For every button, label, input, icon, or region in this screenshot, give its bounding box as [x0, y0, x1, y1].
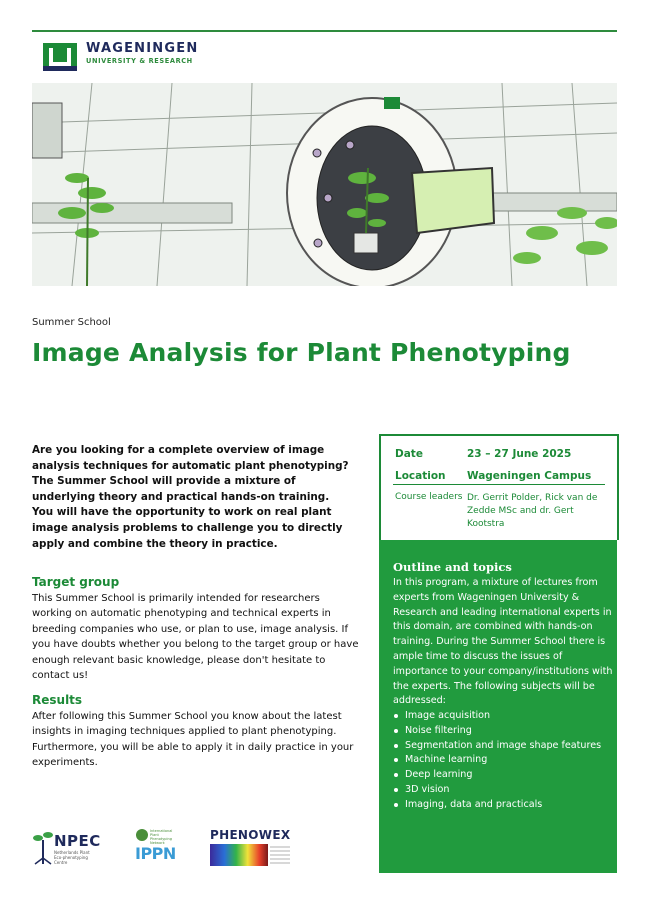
course-info-box — [379, 434, 619, 540]
ippn-logo[interactable] — [135, 828, 185, 868]
phenowex-lines-icon — [270, 844, 290, 866]
topic-item: 3D vision — [393, 783, 601, 798]
npec-name: NPEC — [54, 832, 101, 850]
topics-list — [393, 709, 601, 813]
topic-item: Imaging, data and practicals — [393, 798, 601, 813]
results-heading: Results — [32, 693, 83, 707]
page-title: Image Analysis for Plant Phenotyping — [32, 338, 571, 367]
date-value: 23 – 27 June 2025 — [467, 448, 572, 460]
topic-item: Machine learning — [393, 753, 601, 768]
topic-item: Noise filtering — [393, 724, 601, 739]
hero-illustration — [32, 83, 617, 286]
npec-subtitle: Netherlands Plant Eco-phenotyping Centre — [54, 850, 90, 865]
logo-name: WAGENINGEN — [86, 41, 199, 56]
outline-heading: Outline and topics — [393, 560, 512, 574]
phenowex-name: PHENOWEX — [210, 828, 291, 842]
ippn-globe-icon — [135, 828, 149, 842]
date-label: Date — [395, 448, 423, 460]
course-leaders-label: Course leaders — [395, 492, 463, 502]
location-value: Wageningen Campus — [467, 470, 592, 482]
top-rule — [32, 30, 617, 32]
outline-text: In this program, a mixture of lectures from experts from Wageningen University & Research and leading international experts in this domain, are combined with hands-on training. During the Summer School there is ample time to discuss the issues of importance to your company/institutions with the experts. The following subjects will be addressed: — [393, 577, 613, 707]
info-divider — [393, 484, 605, 485]
logo-subtitle: UNIVERSITY & RESEARCH — [86, 57, 193, 65]
kicker: Summer School — [32, 317, 111, 328]
topic-item: Image acquisition — [393, 709, 601, 724]
location-label: Location — [395, 470, 446, 482]
course-leaders-value: Dr. Gerrit Polder, Rick van de Zedde MSc and dr. Gert Kootstra — [467, 493, 598, 529]
target-group-text: This Summer School is primarily intended for researchers working on automatic phenotyping and technical experts in breeding companies who use, or plan to use, image analysis. If you have doubts whether you belong to the target group or have enough relevant basic knowledge, please don't hesitate to contact us! — [32, 593, 359, 682]
outline-box — [379, 540, 617, 873]
ippn-name: IPPN — [135, 844, 176, 863]
results-text: After following this Summer School you know about the latest insights in imaging techniques applied to plant phenotyping. Furthermore, you will be able to apply it in daily practice in your experiments. — [32, 711, 354, 769]
phenowex-logo[interactable] — [210, 828, 292, 868]
npec-logo[interactable] — [32, 828, 107, 868]
topic-item: Deep learning — [393, 768, 601, 783]
target-group-heading: Target group — [32, 575, 120, 589]
npec-plant-icon — [32, 828, 54, 866]
intro-text: Are you looking for a complete overview of image analysis techniques for automatic plant phenotyping? The Summer School will provide a mixture of underlying theory and practical hands-on training. You will have the opportunity to work on real plant image analysis problems to challenge you to directly apply and combine the theory in practice. — [32, 444, 349, 550]
wur-logo[interactable] — [42, 42, 198, 72]
topic-item: Segmentation and image shape features — [393, 739, 601, 754]
ippn-subtitle: International Plant Phenotyping Network — [150, 829, 173, 845]
wur-logo-icon — [42, 42, 78, 72]
phenowex-spectrum-icon — [210, 844, 268, 866]
